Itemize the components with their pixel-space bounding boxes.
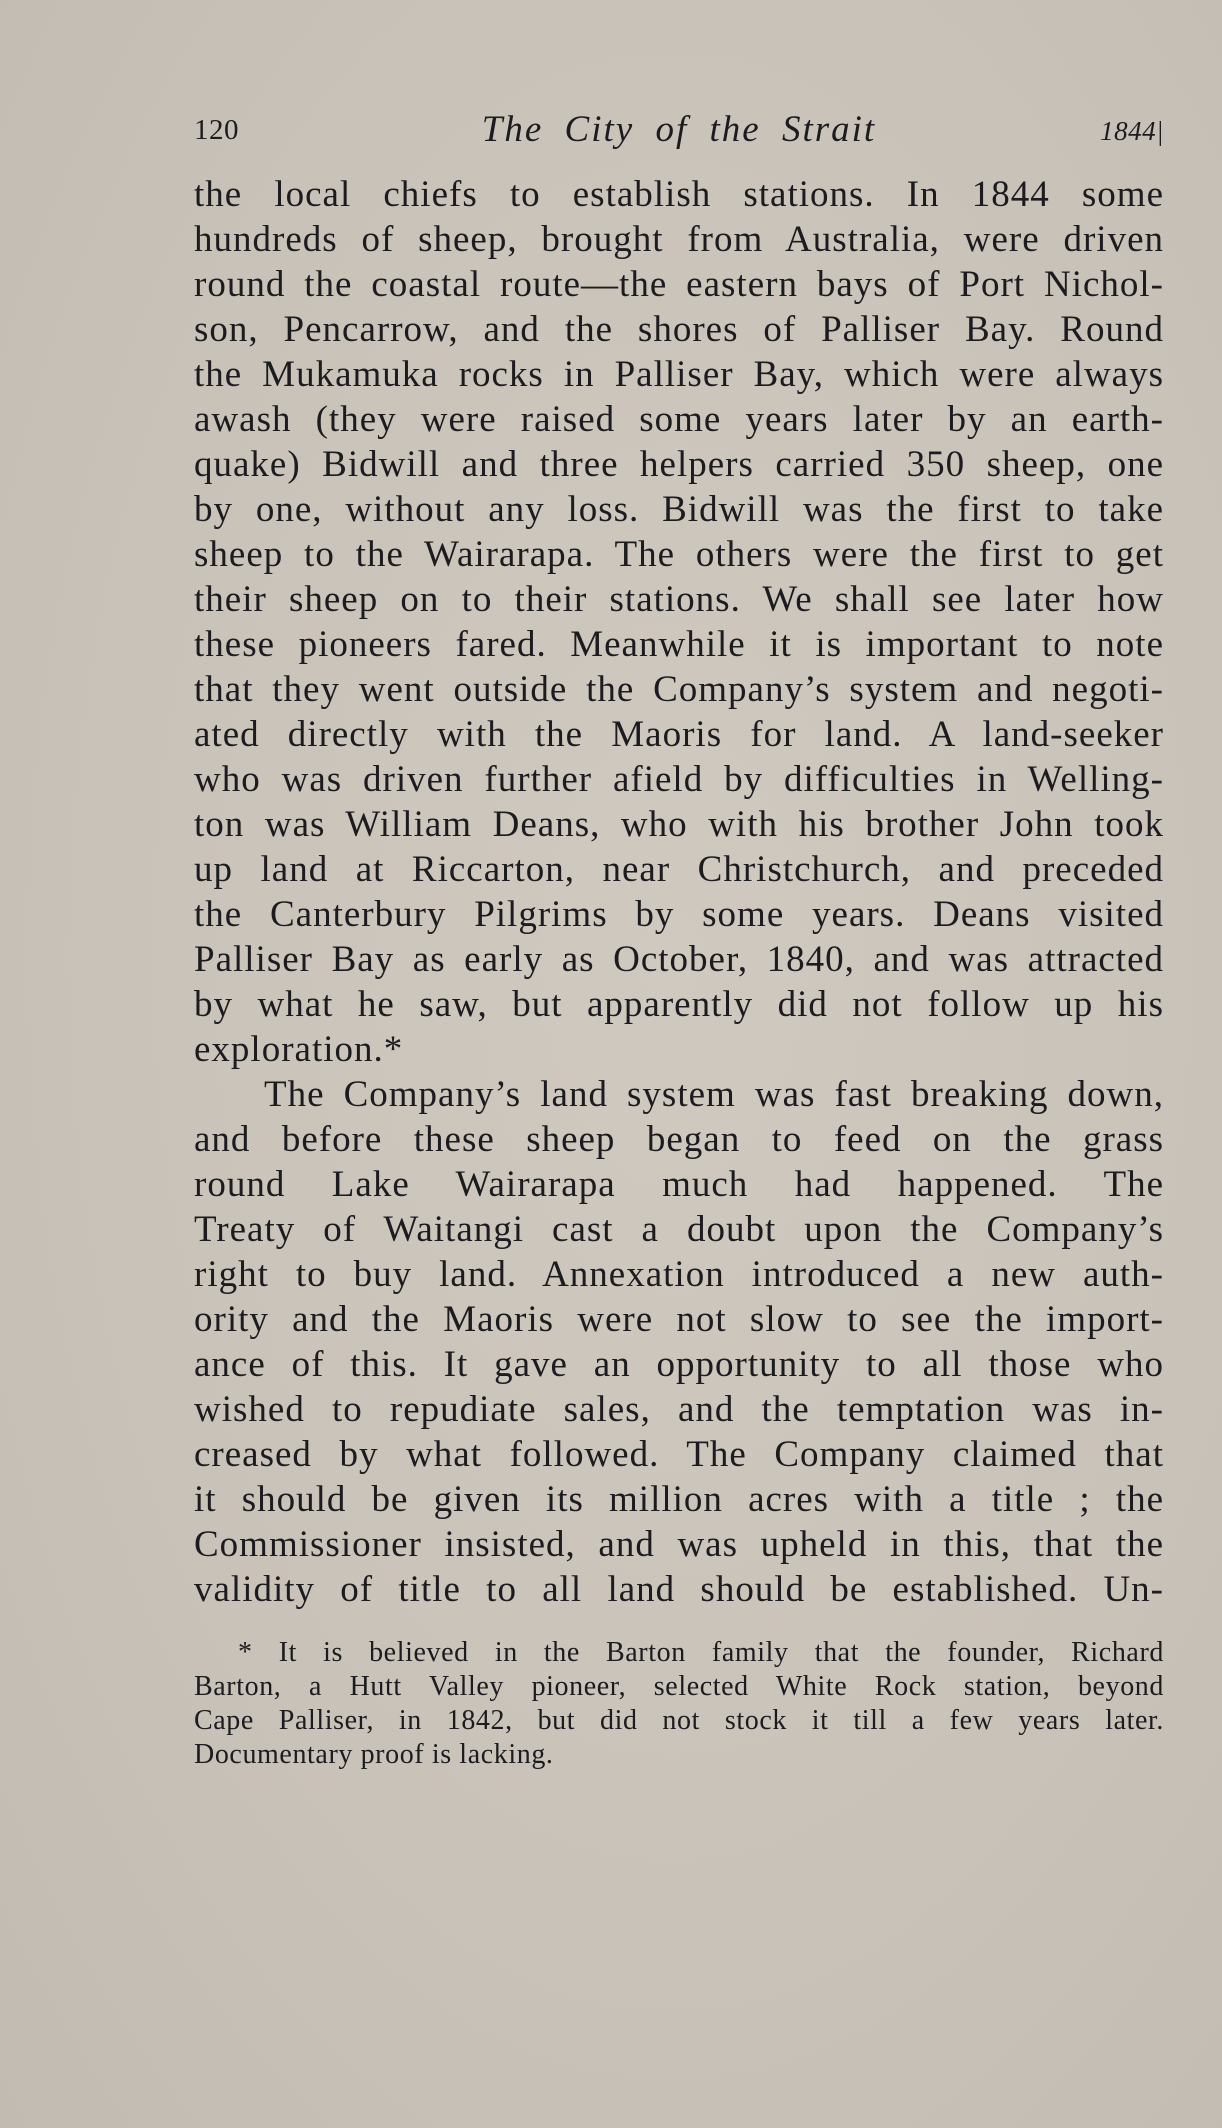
text-line: creased by what followed. The Company claimed that xyxy=(194,1434,1164,1475)
text-line: these pioneers fared. Meanwhile it is important to note xyxy=(194,624,1164,665)
text-line: Treaty of Waitangi cast a doubt upon the Company’s xyxy=(194,1209,1164,1250)
footnote-line: Cape Palliser, in 1842, but did not stock it till a few years later. xyxy=(194,1705,1164,1736)
footnote xyxy=(194,1636,1164,1772)
text-line: Commissioner insisted, and was upheld in this, that the xyxy=(194,1524,1164,1565)
text-line: quake) Bidwill and three helpers carried 350 sheep, one xyxy=(194,444,1164,485)
text-line: the Mukamuka rocks in Palliser Bay, which were always xyxy=(194,354,1164,395)
text-line: sheep to the Wairarapa. The others were the first to get xyxy=(194,534,1164,575)
text-line: and before these sheep began to feed on the grass xyxy=(194,1119,1164,1160)
text-line: it should be given its million acres with a title ; the xyxy=(194,1479,1164,1520)
text-line: their sheep on to their stations. We shall see later how xyxy=(194,579,1164,620)
body-text xyxy=(194,172,1164,1612)
page-number: 120 xyxy=(194,114,239,146)
running-year: 1844| xyxy=(1100,116,1164,146)
text-line: round Lake Wairarapa much had happened. The xyxy=(194,1164,1164,1205)
running-title: The City of the Strait xyxy=(481,109,877,150)
text-line: ority and the Maoris were not slow to see the import- xyxy=(194,1299,1164,1340)
text-line: that they went outside the Company’s system and negoti- xyxy=(194,669,1164,710)
text-line: round the coastal route—the eastern bays of Port Nichol- xyxy=(194,264,1164,305)
text-line: exploration.* xyxy=(194,1029,404,1070)
text-line: ated directly with the Maoris for land. A land-seeker xyxy=(194,714,1164,755)
footnote-line: Documentary proof is lacking. xyxy=(194,1739,554,1770)
text-line: by what he saw, but apparently did not follow up his xyxy=(194,984,1164,1025)
text-line: validity of title to all land should be established. Un- xyxy=(194,1569,1164,1610)
text-line: the Canterbury Pilgrims by some years. Deans visited xyxy=(194,894,1164,935)
text-line: Palliser Bay as early as October, 1840, and was attracted xyxy=(194,939,1164,980)
footnote-line: * It is believed in the Barton family that the founder, Richard xyxy=(238,1637,1164,1668)
running-head xyxy=(194,108,1164,156)
text-line: up land at Riccarton, near Christchurch, and preceded xyxy=(194,849,1164,890)
text-line: who was driven further afield by difficulties in Welling- xyxy=(194,759,1164,800)
text-line: awash (they were raised some years later by an earth- xyxy=(194,399,1164,440)
text-line: The Company’s land system was fast breaking down, xyxy=(264,1074,1164,1115)
text-line: ton was William Deans, who with his brother John took xyxy=(194,804,1164,845)
text-line: right to buy land. Annexation introduced a new auth- xyxy=(194,1254,1164,1295)
text-line: son, Pencarrow, and the shores of Palliser Bay. Round xyxy=(194,309,1164,350)
text-line: ance of this. It gave an opportunity to all those who xyxy=(194,1344,1164,1385)
footnote-line: Barton, a Hutt Valley pioneer, selected White Rock station, beyond xyxy=(194,1671,1164,1702)
text-line: wished to repudiate sales, and the temptation was in- xyxy=(194,1389,1164,1430)
text-line: the local chiefs to establish stations. In 1844 some xyxy=(194,174,1164,215)
text-line: hundreds of sheep, brought from Australia, were driven xyxy=(194,219,1164,260)
text-line: by one, without any loss. Bidwill was the first to take xyxy=(194,489,1164,530)
